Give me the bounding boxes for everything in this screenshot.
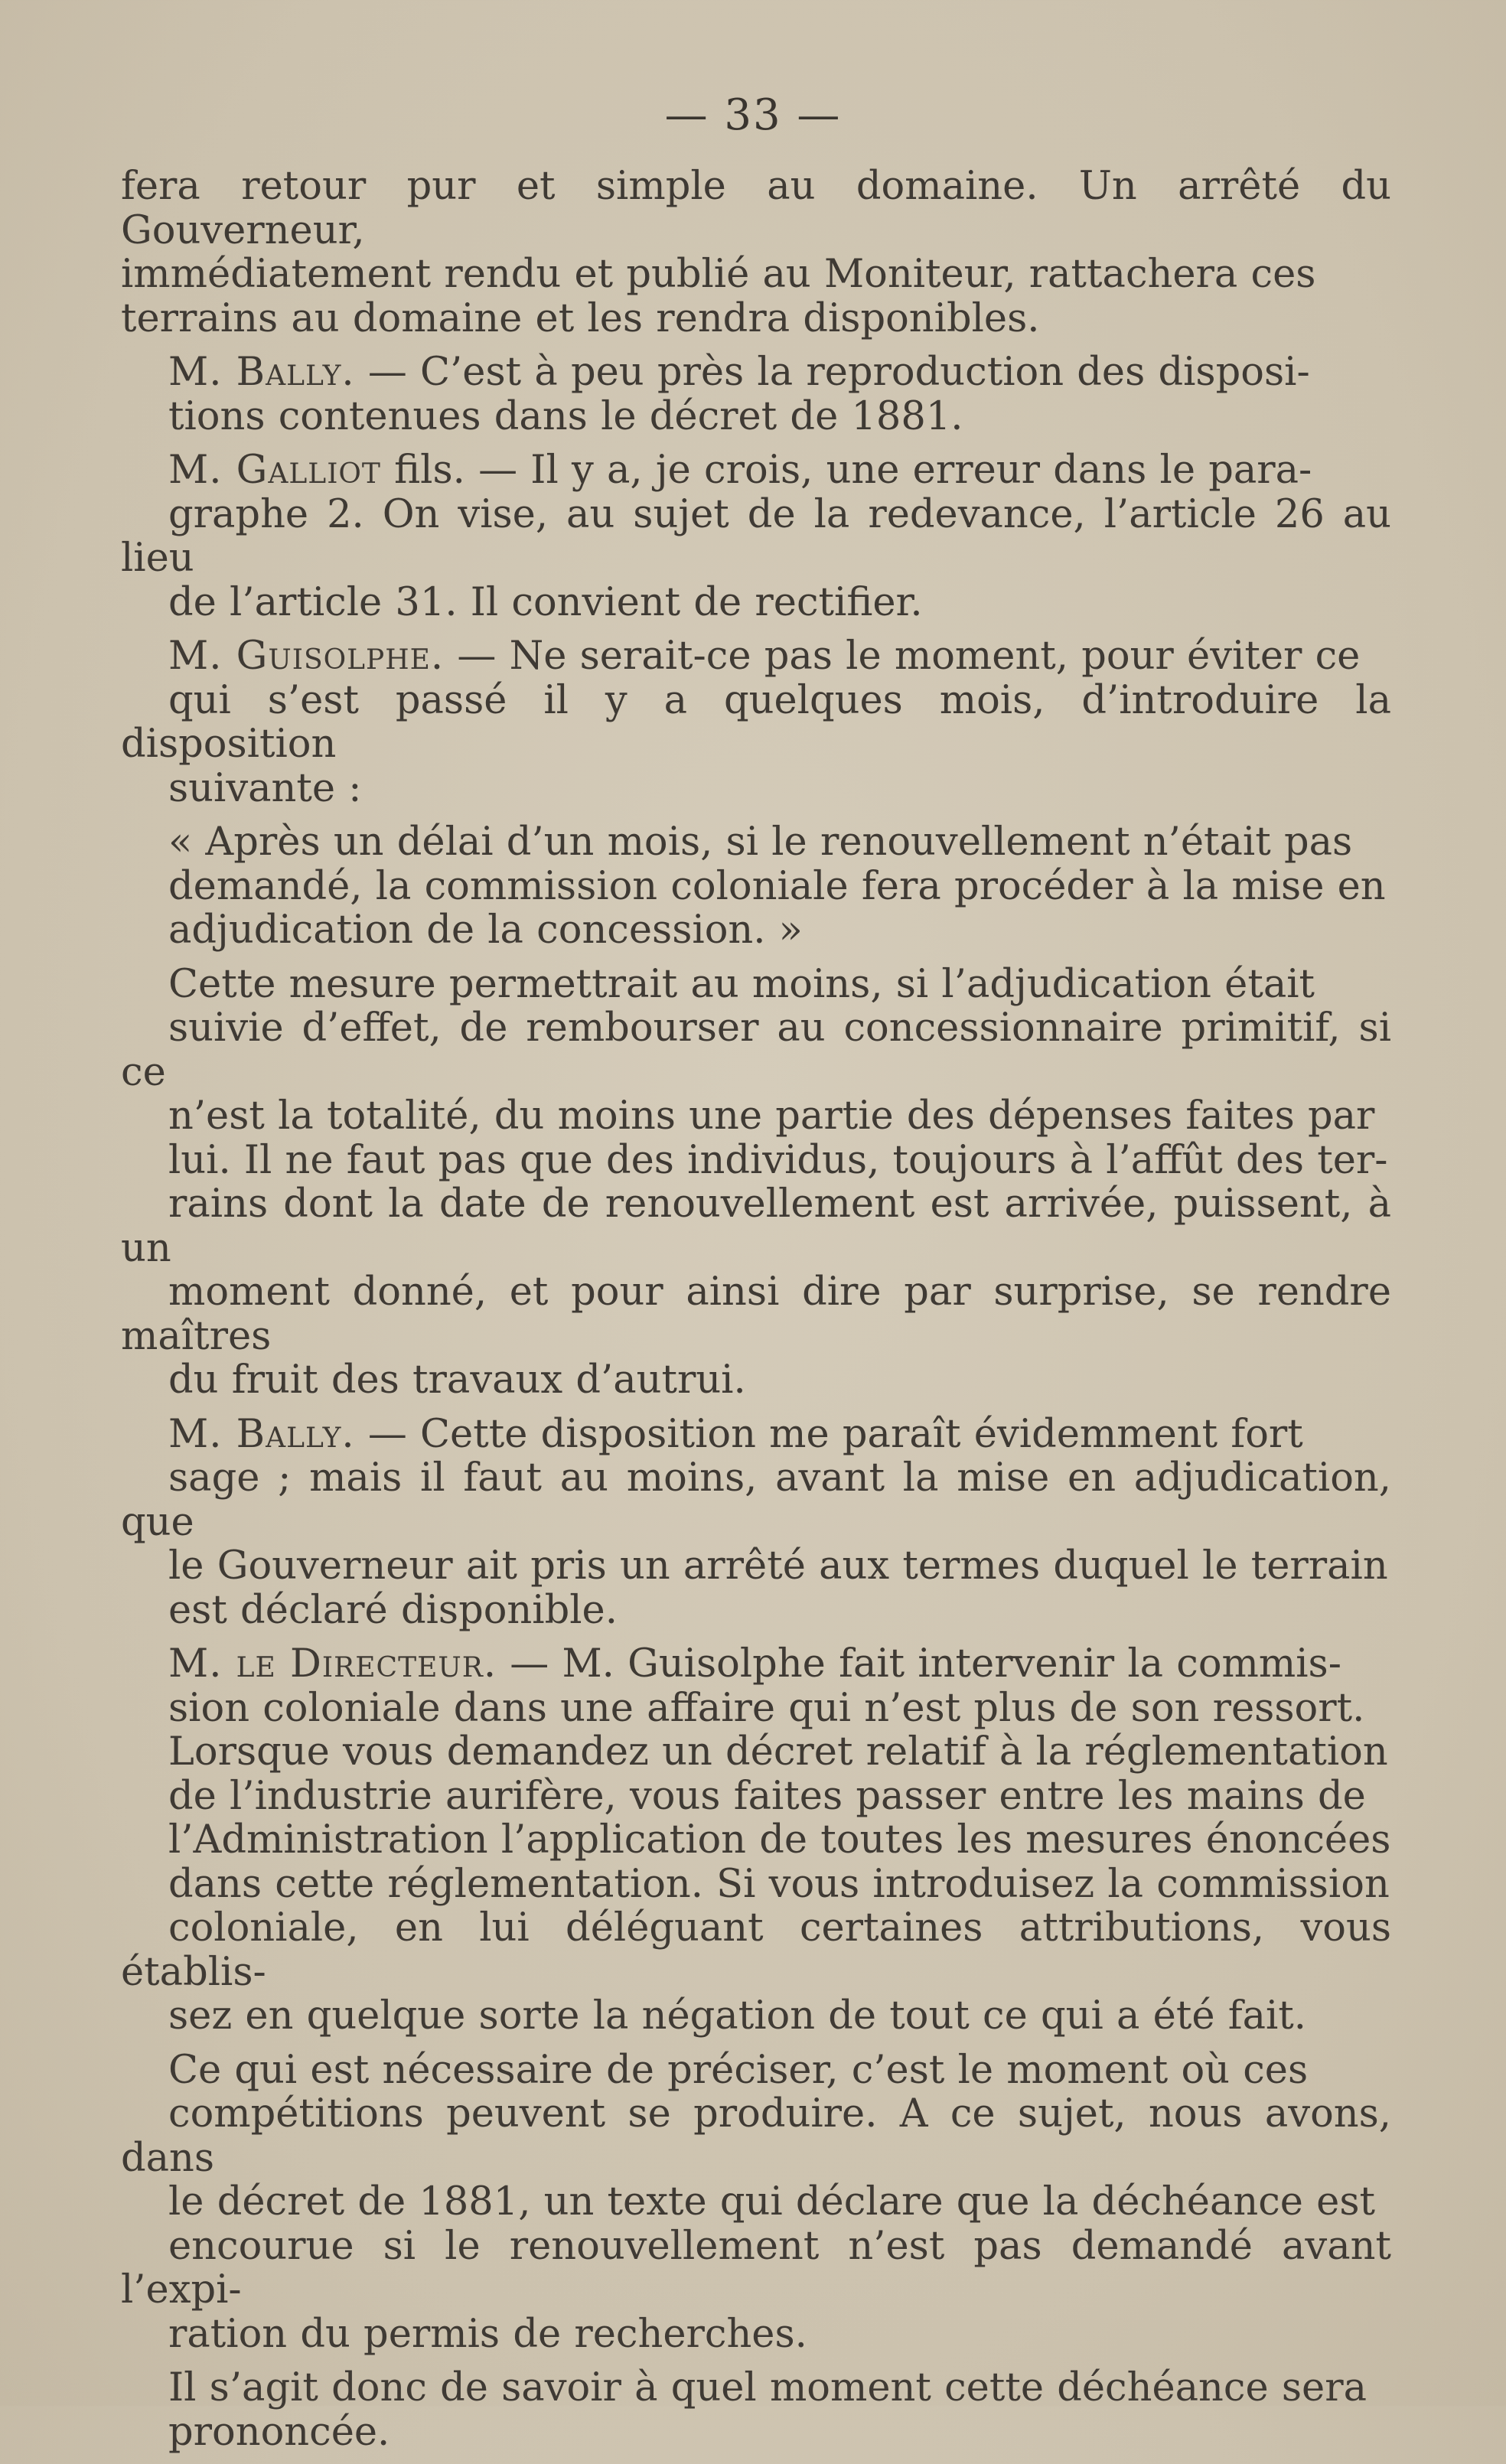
body-text [121,165,1391,2464]
text-line: « Après un délai d’un mois, si le renouvellement n’était pas [168,820,1353,865]
text-line: suivante : [168,765,362,811]
text-line: sez en quelque sorte la négation de tout ce qui a été fait. [168,1993,1307,2039]
text-line: de l’article 31. Il convient de rectifier. [168,579,923,625]
text-line: fera retour pur et simple au domaine. Un arrêté du Gouverneur, [121,164,1391,253]
text-line: compétitions peuvent se produire. A ce sujet, nous avons, dans [121,2091,1391,2181]
text-line: graphe 2. On vise, au sujet de la redevance, l’article 26 au lieu [121,491,1391,581]
text-line: de l’industrie aurifère, vous faites passer entre les mains de [168,1773,1366,1819]
text-line: immédiatement rendu et publié au Moniteur, rattachera ces [121,252,1316,297]
text-line: Cette mesure permettrait au moins, si l’adjudication était [168,961,1315,1007]
page-number: — 33 — [664,90,842,140]
paragraph-bally-2 [121,1413,1391,1633]
speaker-name: M. Bally. [168,350,355,395]
paragraph-galliot [121,448,1391,624]
text-line: lui. Il ne faut pas que des individus, toujours à l’affût des ter- [168,1137,1388,1183]
text-line: sion coloniale dans une affaire qui n’est plus de son ressort. [168,1685,1365,1731]
speaker-name: M. Galliot [168,448,381,493]
text-line: — Cette disposition me paraît évidemment fort [354,1411,1303,1457]
text-line: tions contenues dans le décret de 1881. [168,393,963,439]
speaker-name: M. Guisolphe. [168,634,445,679]
text-line: adjudication de la concession. » [168,908,803,953]
text-line: terrains au domaine et les rendra disponibles. [121,295,1040,341]
text-line: Il s’agit donc de savoir à quel moment cette déchéance sera [168,2365,1367,2410]
paragraph-guisolphe [121,634,1391,810]
text-line: coloniale, en lui déléguant certaines attributions, vous établis- [121,1905,1391,1995]
paragraph [121,963,1391,1403]
speaker-name: M. Bally. [168,1411,355,1457]
text-line: Ce qui est nécessaire de préciser, c’est le moment où ces [168,2047,1309,2093]
text-line: sage ; mais il faut au moins, avant la mise en adjudication, que [121,1455,1391,1545]
text-line: suivie d’effet, de rembourser au concessionnaire primitif, si ce [121,1005,1391,1095]
text-line: fils. — Il y a, je crois, une erreur dans le para- [380,448,1312,493]
text-line: le Gouverneur ait pris un arrêté aux termes duquel le terrain [168,1543,1388,1589]
paragraph-quotation [121,820,1391,953]
text-line: encourue si le renouvellement n’est pas demandé avant l’expi- [121,2223,1391,2312]
text-line: rains dont la date de renouvellement est arrivée, puissent, à un [121,1181,1391,1271]
text-line: — C’est à peu près la reproduction des disposi- [354,350,1310,395]
paragraph [121,2366,1391,2454]
paragraph [121,2048,1391,2357]
text-line: est déclaré disponible. [168,1587,618,1633]
paragraph-directeur [121,1642,1391,2039]
text-line: demandé, la commission coloniale fera procéder à la mise en [168,863,1386,909]
text-line: Lorsque vous demandez un décret relatif à la réglementation [168,1729,1388,1775]
text-line: dans cette réglementation. Si vous introduisez la commission [168,1861,1390,1907]
text-line: prononcée. [168,2409,390,2455]
text-line: le décret de 1881, un texte qui déclare que la déchéance est [168,2179,1376,2224]
paragraph-bally-1 [121,350,1391,438]
speaker-name: M. le Directeur. [168,1641,497,1687]
text-line: moment donné, et pour ainsi dire par surprise, se rendre maîtres [121,1269,1391,1359]
text-line: ration du permis de recherches. [168,2311,807,2357]
text-line: n’est la totalité, du moins une partie des dépenses faites par [168,1093,1375,1139]
text-line: — M. Guisolphe fait intervenir la commis- [497,1641,1341,1687]
text-line: du fruit des travaux d’autrui. [168,1357,746,1403]
text-line: qui s’est passé il y a quelques mois, d’introduire la disposition [121,677,1391,767]
paragraph [121,165,1391,341]
text-line: l’Administration l’application de toutes les mesures énoncées [168,1817,1391,1863]
text-line: — Ne serait-ce pas le moment, pour éviter ce [444,634,1361,679]
